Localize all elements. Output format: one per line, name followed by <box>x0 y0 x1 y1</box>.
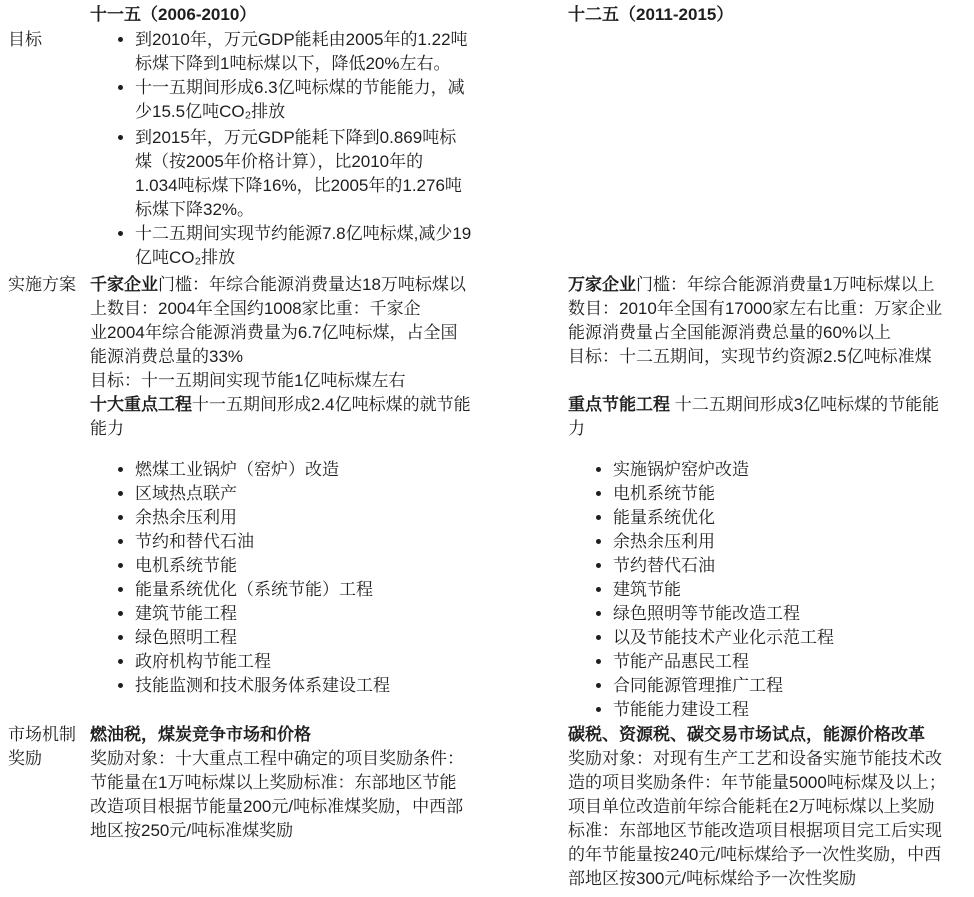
project-item: • 实施锅炉窑炉改造 <box>613 458 942 482</box>
market-line: 部地区按300元/吨标煤给予一次性奖励 <box>568 869 857 888</box>
enterprise-program-line <box>90 273 471 297</box>
market-line: 地区按250元/吨标准煤奖励 <box>90 821 294 840</box>
key-projects-line: 力 <box>568 419 585 438</box>
goals-list <box>90 28 471 270</box>
market-11th-column <box>90 723 464 843</box>
plan-11th-column <box>90 273 471 698</box>
enterprise-program-text: 门槛：年综合能源消费量1万吨标煤以上 <box>636 275 935 294</box>
key-projects-list <box>568 458 942 722</box>
market-title: 燃油税，煤炭竞争市场和价格 <box>90 725 311 744</box>
project-item: • 绿色照明等节能改造工程 <box>613 602 942 626</box>
project-item: • 节约替代石油 <box>613 554 942 578</box>
project-item: • 节能产品惠民工程 <box>613 650 942 674</box>
enterprise-program-line: 数目：2010年全国有17000家左右比重：万家企业 <box>568 299 943 318</box>
project-item: • 建筑节能工程 <box>135 602 471 626</box>
plan-12th-column <box>568 273 942 722</box>
enterprise-program-line: 能源消费量占全国能源消费总量的60%以上 <box>568 323 892 342</box>
goal-item <box>135 28 471 76</box>
project-item: • 燃煤工业锅炉（窑炉）改造 <box>135 458 471 482</box>
enterprise-program-line: 业2004年综合能源消费量为6.7亿吨标煤，占全国 <box>90 323 458 342</box>
row-label-plan: 实施方案 <box>8 275 76 294</box>
project-item: • 节能能力建设工程 <box>613 698 942 722</box>
goal-item <box>135 222 471 270</box>
goal-line: 煤（按2005年价格计算），比2010年的 <box>135 152 424 171</box>
goal-item <box>135 76 471 124</box>
program-target: 目标：十二五期间，实现节约资源2.5亿吨标准煤 <box>568 347 932 366</box>
project-item: • 政府机构节能工程 <box>135 650 471 674</box>
project-item: • 能量系统优化 <box>613 506 942 530</box>
goal-line: 亿吨CO₂排放 <box>135 248 236 267</box>
project-item: • 节约和替代石油 <box>135 530 471 554</box>
market-line: 节能量在1万吨标煤以上奖励标准：东部地区节能 <box>90 773 457 792</box>
project-item: • 能量系统优化（系统节能）工程 <box>135 578 471 602</box>
market-line: 项目单位改造前年综合能耗在2万吨标煤以上奖励 <box>568 797 935 816</box>
row-label-goals: 目标 <box>8 30 42 49</box>
market-line: 的年节能量按240元/吨标煤给予一次性奖励，中西 <box>568 845 942 864</box>
goal-line: 少15.5亿吨CO₂排放 <box>135 102 286 121</box>
project-item: • 建筑节能 <box>613 578 942 602</box>
market-line: 标准：东部地区节能改造项目根据项目完工后实现 <box>568 821 942 840</box>
row-label-market: 市场机制奖励 <box>8 725 76 768</box>
goal-line: • 到2015年，万元GDP能耗下降到0.869吨标 <box>135 128 457 147</box>
period-header-11th-five-year: 十一五（2006-2010） <box>90 5 257 24</box>
market-line: 奖励对象：对现有生产工艺和设备实施节能技术改 <box>568 749 942 768</box>
project-item: • 合同能源管理推广工程 <box>613 674 942 698</box>
enterprise-program-paragraph <box>568 273 942 345</box>
period-header-12th-five-year: 十二五（2011-2015） <box>568 5 734 24</box>
goal-line: 标煤下降32%。 <box>135 200 255 219</box>
key-projects-paragraph <box>568 393 942 441</box>
program-target: 目标：十一五期间实现节能1亿吨标煤左右 <box>90 371 406 390</box>
key-projects-name: 重点节能工程 <box>568 395 670 414</box>
project-item: • 电机系统节能 <box>135 554 471 578</box>
project-item: • 余热余压利用 <box>613 530 942 554</box>
key-projects-name: 十大重点工程 <box>90 395 192 414</box>
enterprise-program-line: 上数目：2004年全国约1008家比重：千家企 <box>90 299 421 318</box>
market-line: 造的项目奖励条件：年节能量5000吨标煤及以上； <box>568 773 946 792</box>
goal-line: 1.034吨标煤下降16%，比2005年的1.276吨 <box>135 176 462 195</box>
key-projects-paragraph <box>90 393 471 441</box>
market-12th-column <box>568 723 946 891</box>
key-projects-line <box>90 393 471 417</box>
enterprise-program-text: 门槛：年综合能源消费量达18万吨标煤以 <box>158 275 466 294</box>
enterprise-program-name: 万家企业 <box>568 275 636 294</box>
market-line: 奖励对象：十大重点工程中确定的项目奖励条件： <box>90 749 464 768</box>
project-item: • 技能监测和技术服务体系建设工程 <box>135 674 471 698</box>
key-projects-line <box>568 393 942 417</box>
key-projects-line: 能力 <box>90 419 124 438</box>
enterprise-program-paragraph <box>90 273 471 369</box>
enterprise-program-name: 千家企业 <box>90 275 158 294</box>
market-line: 改造项目根据节能量200元/吨标准煤奖励，中西部 <box>90 797 464 816</box>
key-projects-text: 十二五期间形成3亿吨标煤的节能能 <box>670 395 940 414</box>
goal-line: • 十二五期间实现节约能源7.8亿吨标煤,减少19 <box>135 224 472 243</box>
project-item: • 电机系统节能 <box>613 482 942 506</box>
project-item: • 余热余压利用 <box>135 506 471 530</box>
project-item: • 以及节能技术产业化示范工程 <box>613 626 942 650</box>
goal-line: 标煤下降到1吨标煤以下，降低20%左右。 <box>135 54 451 73</box>
key-projects-list <box>90 458 471 698</box>
project-item: • 区域热点联产 <box>135 482 471 506</box>
key-projects-text: 十一五期间形成2.4亿吨标煤的就节能 <box>192 395 471 414</box>
project-item: • 绿色照明工程 <box>135 626 471 650</box>
enterprise-program-line: 能源消费总量的33% <box>90 347 244 366</box>
goal-item <box>135 126 471 222</box>
goal-line: • 到2010年，万元GDP能耗由2005年的1.22吨 <box>135 30 468 49</box>
enterprise-program-line <box>568 273 942 297</box>
market-title: 碳税、资源税、碳交易市场试点，能源价格改革 <box>568 725 925 744</box>
goal-line: • 十一五期间形成6.3亿吨标煤的节能能力，减 <box>135 78 465 97</box>
